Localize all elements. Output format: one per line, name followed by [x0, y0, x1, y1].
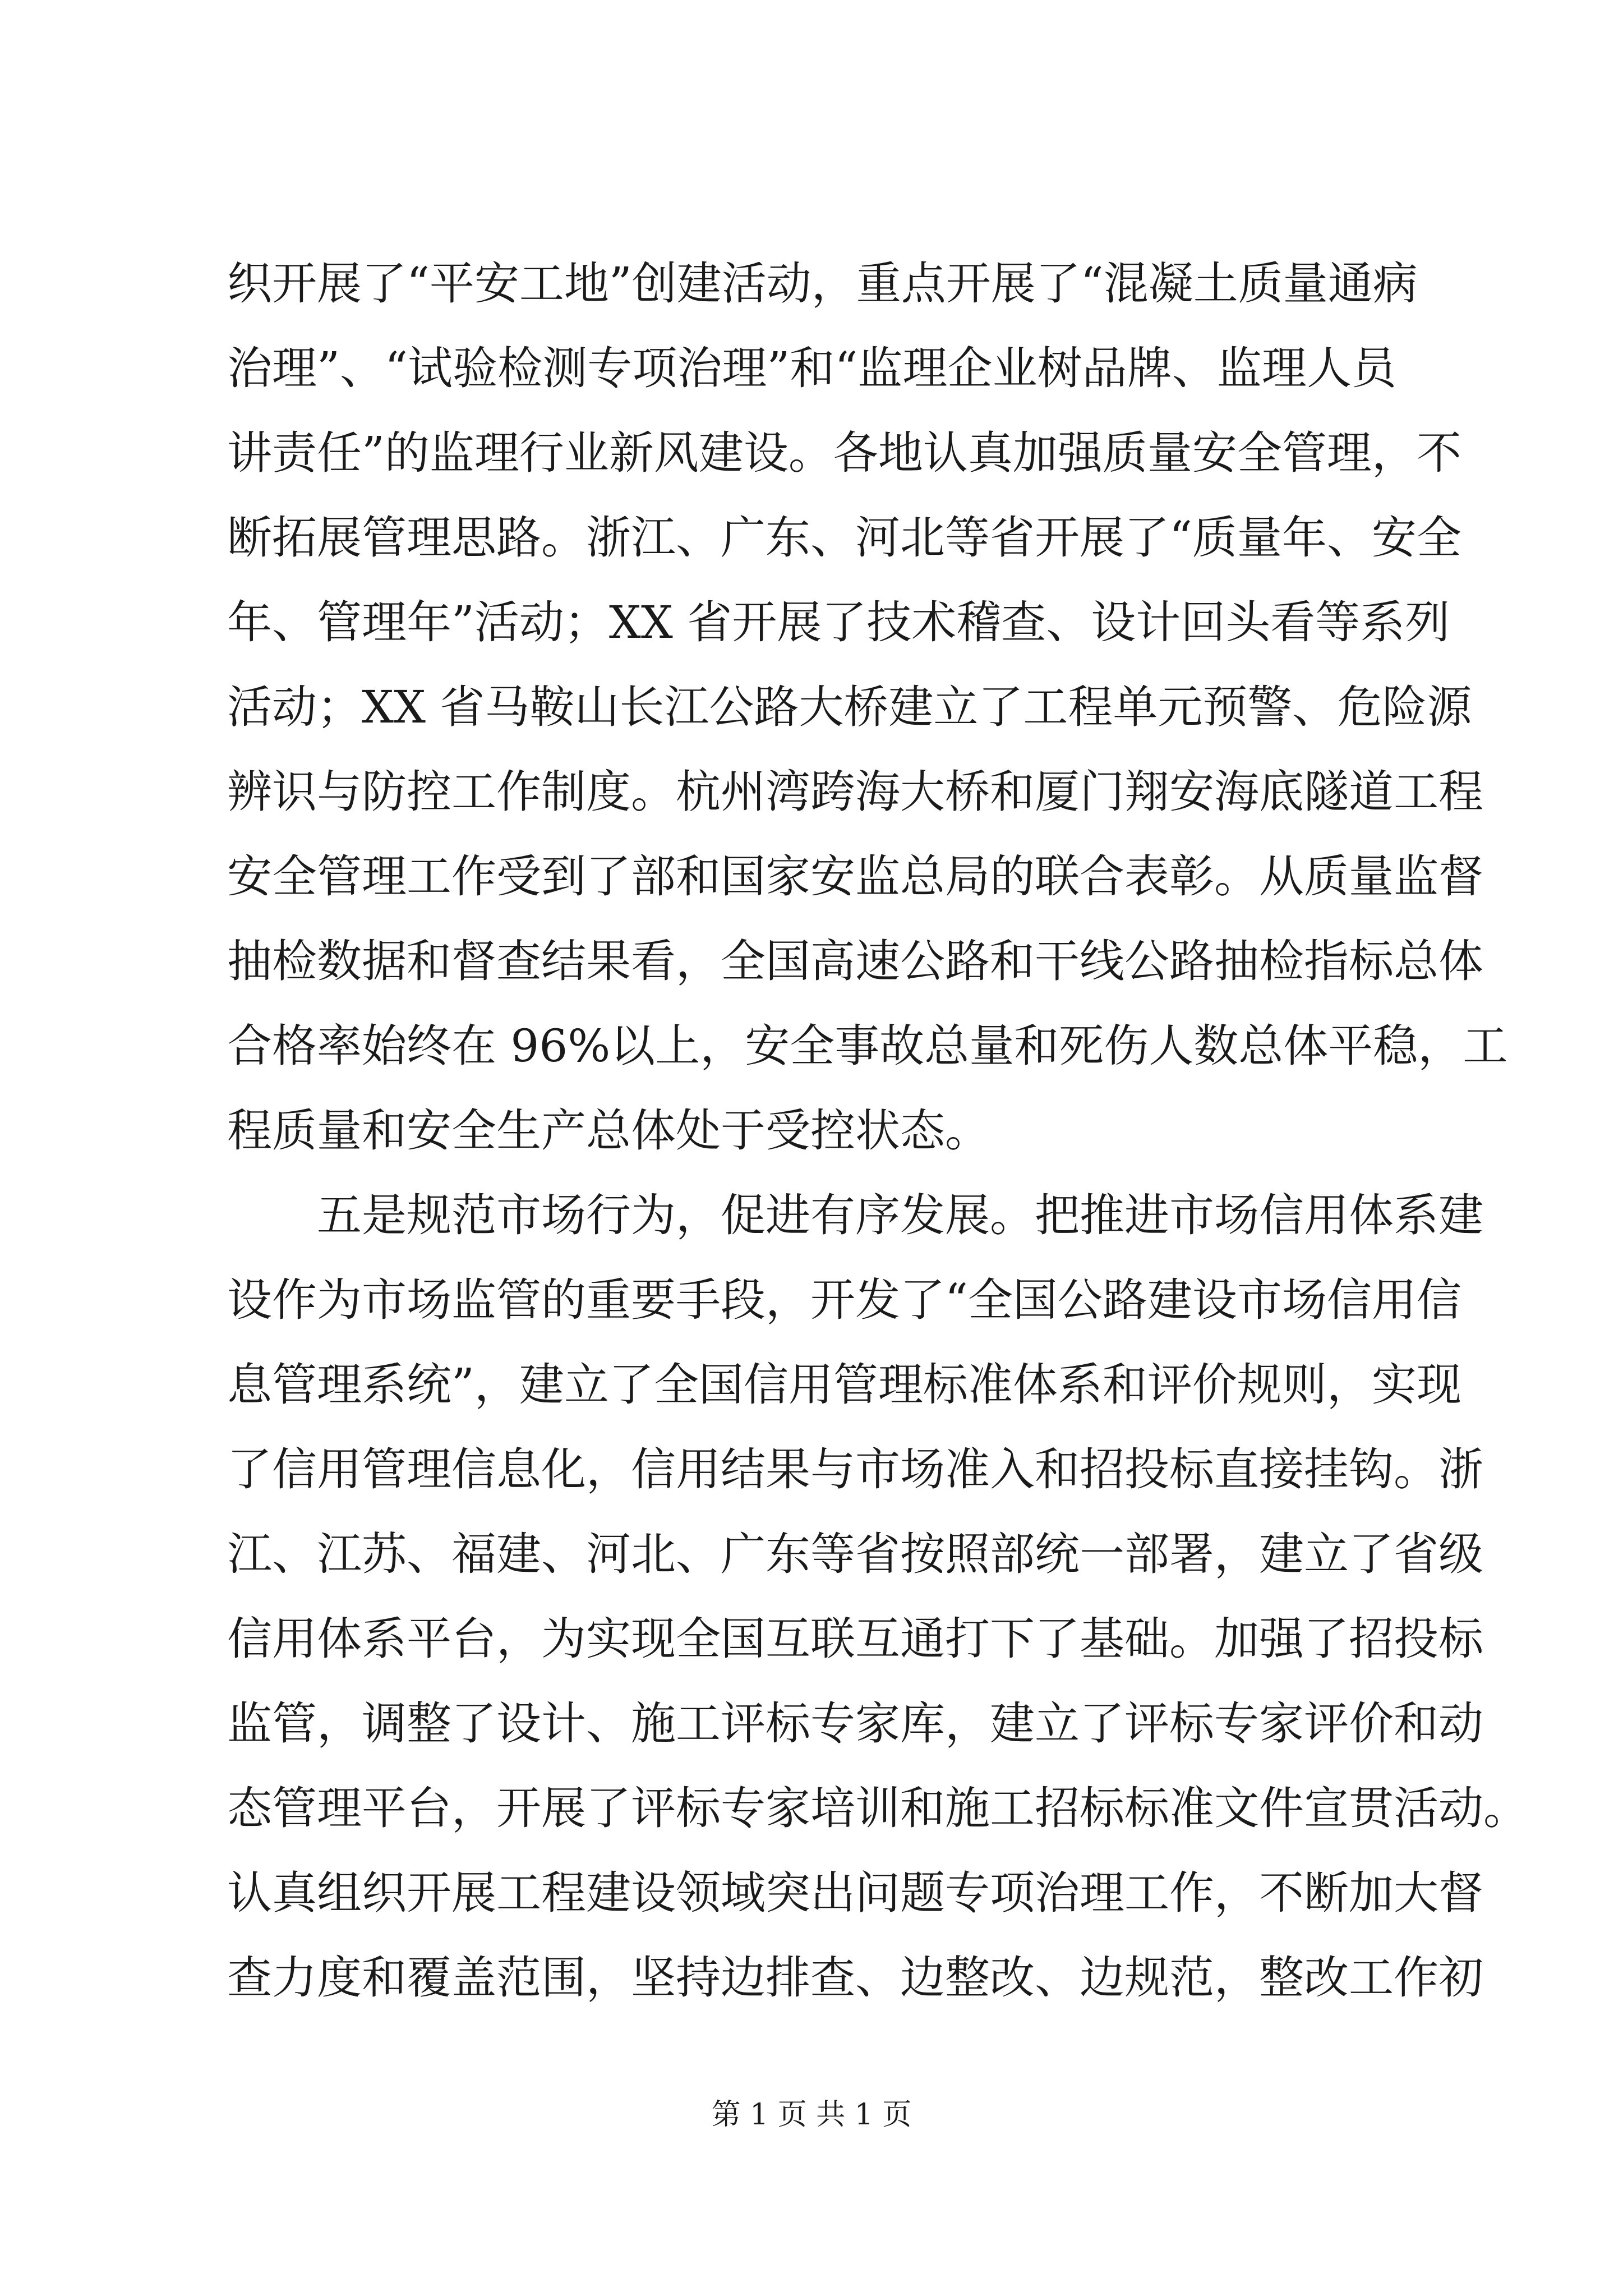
text-line: 活动；XX 省马鞍山长江公路大桥建立了工程单元预警、危险源 — [227, 681, 1472, 733]
text-line: 讲责任”的监理行业新风建设。各地认真加强质量安全管理，不 — [227, 427, 1461, 479]
text-line: 程质量和安全生产总体处于受控状态。 — [227, 1105, 990, 1157]
text-line: 了信用管理信息化，信用结果与市场准入和招投标直接挂钩。浙 — [227, 1443, 1483, 1496]
document-body — [227, 241, 1528, 2020]
text-line: 安全管理工作受到了部和国家安监总局的联合表彰。从质量监督 — [227, 850, 1483, 903]
text-line: 合格率始终在 96%以上，安全事故总量和死伤人数总体平稳，工 — [227, 1020, 1508, 1072]
page-number: 第 1 页 共 1 页 — [711, 2098, 912, 2132]
text-line: 监管，调整了设计、施工评标专家库，建立了评标专家评价和动 — [227, 1697, 1483, 1750]
text-line: 态管理平台，开展了评标专家培训和施工招标标准文件宣贯活动。 — [227, 1782, 1528, 1834]
text-line: 设作为市场监管的重要手段，开发了“全国公路建设市场信用信 — [227, 1274, 1461, 1326]
text-line: 江、江苏、福建、河北、广东等省按照部统一部署，建立了省级 — [227, 1528, 1483, 1580]
text-line: 查力度和覆盖范围，坚持边排查、边整改、边规范，整改工作初 — [227, 1952, 1483, 2004]
page-footer — [0, 2095, 1623, 2134]
paragraph-2 — [227, 1173, 1528, 2020]
text-line: 辨识与防控工作制度。杭州湾跨海大桥和厦门翔安海底隧道工程 — [227, 766, 1483, 818]
text-line: 息管理系统”，建立了全国信用管理标准体系和评价规则，实现 — [227, 1359, 1461, 1411]
text-line: 五是规范市场行为，促进有序发展。把推进市场信用体系建 — [317, 1189, 1483, 1241]
text-line: 治理”、“试验检测专项治理”和“监理企业树品牌、监理人员 — [227, 342, 1396, 394]
paragraph-1 — [227, 241, 1508, 1173]
text-line: 断拓展管理思路。浙江、广东、河北等省开展了“质量年、安全 — [227, 512, 1461, 564]
text-line: 信用体系平台，为实现全国互联互通打下了基础。加强了招投标 — [227, 1613, 1483, 1665]
text-line: 认真组织开展工程建设领域突出问题专项治理工作，不断加大督 — [227, 1867, 1483, 1919]
text-line: 年、管理年”活动；XX 省开展了技术稽查、设计回头看等系列 — [227, 596, 1450, 648]
text-line: 抽检数据和督查结果看，全国高速公路和干线公路抽检指标总体 — [227, 935, 1483, 987]
text-line: 织开展了“平安工地”创建活动，重点开展了“混凝土质量通病 — [227, 257, 1418, 310]
